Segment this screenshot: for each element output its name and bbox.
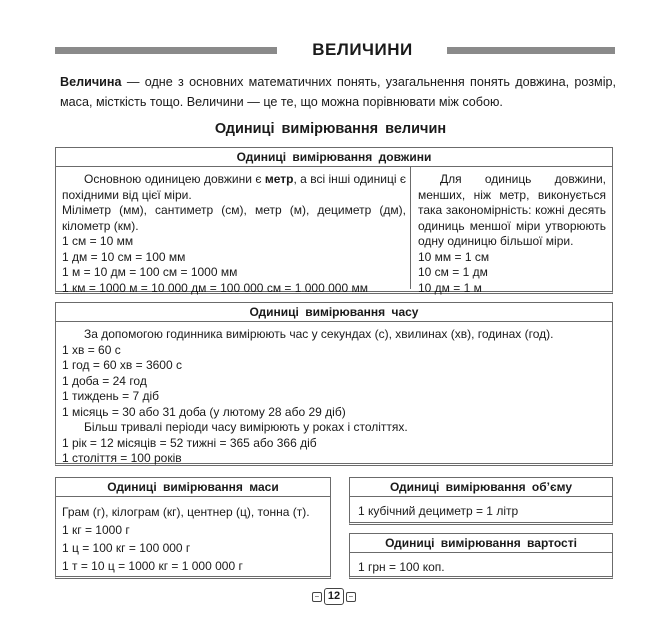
length-right-column xyxy=(411,167,612,296)
length-rule-equality: 10 см = 1 дм xyxy=(418,265,488,279)
volume-units-box xyxy=(349,477,613,525)
mass-units-body xyxy=(56,497,330,575)
length-equality: 1 см = 10 мм xyxy=(62,234,134,248)
volume-units-header: Одиниці вимірювання об’єму xyxy=(350,478,612,497)
intro-text: — одне з основних математичних понять, узагальнення понять довжина, розмір, маса, місткість тощо. Величини — це те, що можна порівнювати між собою. xyxy=(60,75,616,109)
length-units-line: Міліметр (мм), сантиметр (см), метр (м), дециметр (дм), кілометр (км). xyxy=(62,203,406,233)
page-title-bar xyxy=(55,40,615,62)
volume-equality: 1 кубічний дециметр = 1 літр xyxy=(358,504,519,518)
cost-units-body xyxy=(350,553,612,576)
cost-units-box xyxy=(349,533,613,579)
time-units-body xyxy=(56,322,612,467)
time-equality: 1 тиждень = 7 діб xyxy=(62,389,160,403)
title-rule-left xyxy=(55,47,277,54)
page-number-badge xyxy=(312,588,356,604)
section-subtitle: Одиниці вимірювання величин xyxy=(214,121,447,137)
length-units-header: Одиниці вимірювання довжини xyxy=(56,148,612,167)
time-equality: 1 доба = 24 год xyxy=(62,373,147,388)
length-intro: Основною одиницею довжини є метр, а всі інші одиниці є похідними від цієї міри. xyxy=(62,172,406,202)
mass-equality: 1 т = 10 ц = 1000 кг = 1 000 000 г xyxy=(62,559,243,573)
time-equality: 1 місяць = 30 або 31 доба (у лютому 28 або 29 діб) xyxy=(62,404,346,419)
cost-equality: 1 грн = 100 коп. xyxy=(358,560,445,574)
intro-term: Величина xyxy=(60,75,122,89)
page-number-right-ornament-icon: – xyxy=(346,592,356,602)
mass-units-line: Грам (г), кілограм (кг), центнер (ц), тонна (т). xyxy=(62,505,310,519)
time-equality: 1 год = 60 хв = 3600 с xyxy=(62,358,182,372)
time-equality: 1 хв = 60 с xyxy=(62,342,121,357)
time-note: Більш тривалі періоди часу вимірюють у роках і століттях. xyxy=(84,420,408,434)
length-equality: 1 м = 10 дм = 100 см = 1000 мм xyxy=(62,265,238,279)
metre-term: метр xyxy=(264,172,294,186)
time-intro: За допомогою годинника вимірюють час у секундах (с), хвилинах (хв), годинах (год). xyxy=(84,327,554,341)
cost-units-header: Одиниці вимірювання вартості xyxy=(350,534,612,553)
length-rule-equality: 10 мм = 1 см xyxy=(418,249,490,264)
volume-units-body xyxy=(350,497,612,520)
time-units-box xyxy=(55,302,613,466)
length-rule-equality: 10 дм = 1 м xyxy=(418,280,482,295)
time-equality: 1 століття = 100 років xyxy=(62,451,182,465)
intro-paragraph xyxy=(60,72,616,112)
mass-units-box xyxy=(55,477,331,579)
length-equality: 1 дм = 10 см = 100 мм xyxy=(62,249,186,264)
time-units-header: Одиниці вимірювання часу xyxy=(56,303,612,322)
page-number-left-ornament-icon: – xyxy=(312,592,322,602)
length-units-box xyxy=(55,147,613,294)
length-equality: 1 км = 1000 м = 10 000 дм = 100 000 см = 1 000 000 мм xyxy=(62,280,368,295)
time-equality: 1 рік = 12 місяців = 52 тижні = 365 або 366 діб xyxy=(62,435,317,450)
mass-equality: 1 ц = 100 кг = 100 000 г xyxy=(62,541,191,555)
title-rule-right xyxy=(447,47,615,54)
mass-equality: 1 кг = 1000 г xyxy=(62,523,130,537)
length-left-column xyxy=(56,167,411,295)
mass-units-header: Одиниці вимірювання маси xyxy=(56,478,330,497)
page-number: 12 xyxy=(324,588,344,605)
page-title: ВЕЛИЧИНИ xyxy=(312,40,413,59)
length-rule-paragraph: Для одиниць довжини, менших, ніж метр, виконується така закономірність: кожні десять одиниць меншої міри утворюють одну одиницю більшої міри. xyxy=(418,172,606,248)
